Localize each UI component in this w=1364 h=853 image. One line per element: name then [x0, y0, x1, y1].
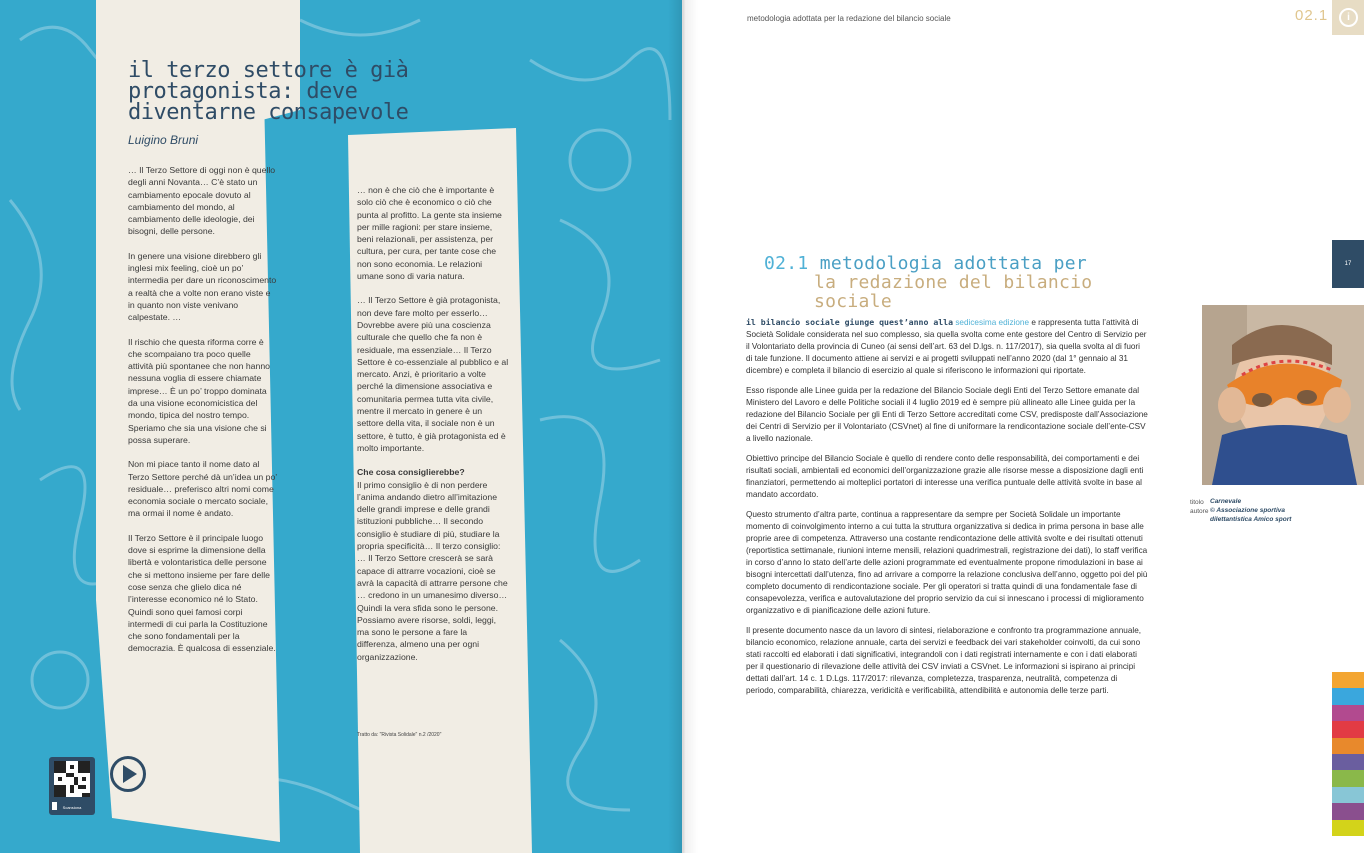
section-title [764, 254, 1092, 311]
paragraph: … Il Terzo Settore è già protagonista, non deve fare molto per esserlo… Dovrebbe avere più una coscienza culturale che quello che fa non è residuale, ma essenziale… Il Terzo Settore è co-essenziale al pubblico e al mercato. Anzi, è prioritario a volte perché la dimensione associativa e comunitaria permea tutta vita civile, mentre il mercato in genere è un settore della vita, il sociale non è un settore, è tutto, è già protagonista ed è molto importante. [357, 295, 509, 453]
info-icon: i [1339, 8, 1358, 27]
caption-title: Carnevale [1210, 498, 1242, 505]
color-swatch[interactable] [1332, 787, 1364, 803]
section-number: 02.1 [1295, 7, 1329, 24]
running-head: metodologia adottata per la redazione del bilancio sociale [747, 14, 951, 23]
paragraph: Il presente documento nasce da un lavoro di sintesi, rielaborazione e confronto tra programmazione annuale, bilancio economico, relazione annuale, carta dei servizi e feedback dei vari stakeholder coinvolti, da cui sono stati raccolti ed elaborati i dati significativi, integrandoli con i dati registrati internamente e con i dati elaborati per il questionario di rilevazione delle attività dei CSV inviati a CSVnet. Le informazioni si ispirano ai principi dettati dall’art. 14 c. 1 D.Lgs. 117/2017: rilevanza, completezza, trasparenza, neutralità, competenza di periodo, comparabilità, chiarezza, veridicità e verificabilità, attendibilità e autonomia delle terze parti. [746, 626, 1142, 695]
play-icon [123, 765, 137, 783]
article-author: Luigino Bruni [128, 133, 199, 147]
section-body [746, 316, 1148, 705]
color-swatch[interactable] [1332, 705, 1364, 721]
page-number: 17 [1332, 240, 1364, 288]
color-swatch[interactable] [1332, 738, 1364, 754]
caption-keys [1190, 498, 1208, 516]
qr-code-icon [54, 761, 90, 797]
paragraph-text: e rappresenta tutta l’attività di Società Solidale considerata nel suo complesso, sia quella svolta come ente gestore del Centro di Servizio per il Volontariato della provincia di Cuneo (ai sensi dell’art. 63 del D.lgs. n. 117/2017), sia quella svolta al di fuori di tale funzione. Il documento attiene ai servizi e ai progetti sviluppati nell’anno 2020 (dal 1° gennaio al 31 dicembre) e completa il bilancio di esercizio al quale si riferiscono le informazioni qui riportate. [746, 318, 1147, 375]
paragraph: In genere una visione direbbero gli inglesi mix feeling, cioè un po’ intermedia per dare un riconoscimento a realtà che a volte non erano viste e in quanto non viste venivano calpestate. … [128, 250, 277, 323]
book-gutter-shadow [668, 0, 698, 853]
article-title: il terzo settore è già protagonista: deve diventarne consapevole [128, 58, 409, 125]
paragraph: … Il Terzo Settore di oggi non è quello degli anni Novanta… C’è stato un cambiamento epocale dovuto al cambiamento del mondo, al cambiamento delle ideologie, dei bisogni, delle persone. [128, 165, 276, 237]
paragraph: Il Terzo Settore è il principale luogo dove si esprime la dimensione della libertà e volontaristica delle persone che si mettono insieme per fare delle cose senza che glielo dica né l’interesse economico né lo Stato. Quindi sono quei famosi corpi intermedi di cui parla la Costituzione che sono fondamentali per la democrazia. È qualcosa di essenziale. [128, 532, 276, 654]
carnival-photo [1202, 305, 1364, 485]
qr-label: Scansiona [62, 805, 82, 810]
chapter-color-index [1332, 672, 1364, 836]
caption-author-key: autore [1190, 508, 1209, 515]
caption-values [1210, 497, 1320, 524]
article-column-2 [357, 184, 509, 675]
color-swatch[interactable] [1332, 803, 1364, 819]
color-swatch[interactable] [1332, 770, 1364, 786]
paragraph: Il primo consiglio è di non perdere l’anima andando dietro all’imitazione delle grandi imprese e delle grandi istituzioni pubbliche… Il secondo consiglio è studiare di più, studiare la propria specificità… Il terzo consiglio: … Il Terzo Settore crescerà se sarà capace di attrarre vocazioni, cioè se avrà la capacità di attrarre persone che … credono in un umanesimo diverso… Quindi la vera sfida sono le persone. Possiamo avere risorse, soldi, leggi, ma sono le persone a fare la differenza, almeno una per ogni organizzazione. [357, 479, 508, 662]
color-swatch[interactable] [1332, 688, 1364, 704]
paragraph: Obiettivo principe del Bilancio Sociale è quello di rendere conto delle responsabilità, dei comportamenti e dei risultati sociali, ambientali ed economici dell’organizzazione grazie alle risorse messe a disposizione dagli enti finanziatori, permettendo ai molteplici portatori di interesse una verifica puntuale delle attività svolte in base al mandato accordato. [746, 454, 1144, 499]
section-title-line-2: la redazione del bilancio [814, 272, 1093, 293]
child-with-mask-illustration [1202, 305, 1364, 485]
qr-code[interactable] [49, 757, 95, 815]
article-column-1 [128, 164, 278, 667]
paragraph: Questo strumento d’altra parte, continua a rappresentare da sempre per Società Solidale un importante momento di coinvolgimento interno a cui tutta la struttura organizzativa si dedica in prima persona in base alle proprie aree di competenza. Attraverso una costante rendicontazione delle attività svolte e dei risultati ottenuti (reportistica settimanale, riunioni interne mensili, relazioni quadrimestrali, registrazione dei dati), lo staff verifica in corso d’anno lo stato dell’arte delle azioni programmate ed eventualmente propone rimodulazioni in base ai bisogni intercettati dall’utenza, fino ad arrivare a comporre la relazione conclusiva dell’anno, oggetto poi del più completo documento di rendicontazione sociale. Per gli operatori si tratta quindi di una fondamentale fase di consapevolezza, verifica e autovalutazione del proprio servizio da cui si innescano i processi di miglioramento organizzativo e di pianificazione delle azioni future. [746, 510, 1148, 615]
right-page [682, 0, 1364, 853]
paragraph: … non è che ciò che è importante è solo ciò che è economico o ciò che punta al profitto. La gente sta insieme per mille ragioni: per stare insieme, beni relazionali, per assistenza, per cultura, per cura, per tante cose che non sono economia. Le relazioni umane sono di varia natura. [357, 185, 502, 282]
chapter-tab[interactable] [1332, 0, 1364, 35]
section-title-line-1: metodologia adottata per [819, 253, 1087, 274]
paragraph [746, 316, 1148, 377]
section-title-line-3: sociale [814, 291, 892, 312]
paragraph: Non mi piace tanto il nome dato al Terzo Settore perché dà un’idea un po’ residuale… preferisco altri nomi come economia sociale o mercato sociale, ma ormai il nome è andato. [128, 459, 277, 519]
paragraph: Il rischio che questa riforma corre è che scompaiano tra poco quelle attività più spontanee che non hanno nessuna voglia di essere chiamate imprese… È un po’ troppo dominata da una visione economicistica del mondo, tipica del nostro tempo. Speriamo che sia una visione che si possa superare. [128, 336, 271, 445]
color-swatch[interactable] [1332, 672, 1364, 688]
highlight-text: sedicesima edizione [955, 318, 1030, 327]
caption-title-key: titolo [1190, 499, 1204, 506]
paragraph: Esso risponde alle Linee guida per la redazione del Bilancio Sociale degli Enti del Terzo Settore emanate dal Ministero del Lavoro e delle Politiche sociali il 4 luglio 2019 ed è sempre più allineato alle Linee guida per la redazione del Bilancio Sociale per gli Enti di Terzo Settore accreditati come CSV, predisposte dall’Associazione dei Centri di Servizio per il Volontariato (CSVnet) al fine di uniformare la rendicontazione sociale dell’ente-CSV a livello nazionale. [746, 386, 1148, 443]
caption-author: © Associazione sportiva dilettantistica Amico sport [1210, 507, 1292, 523]
section-title-number: 02.1 [764, 253, 809, 274]
color-swatch[interactable] [1332, 721, 1364, 737]
interview-question: Che cosa consiglierebbe? [357, 467, 465, 478]
lead-text: il bilancio sociale giunge quest’anno alla [746, 317, 954, 327]
color-swatch[interactable] [1332, 820, 1364, 836]
color-swatch[interactable] [1332, 754, 1364, 770]
source-note: Tratto da: "Rivista Solidale" n.2 /2020" [357, 732, 442, 738]
